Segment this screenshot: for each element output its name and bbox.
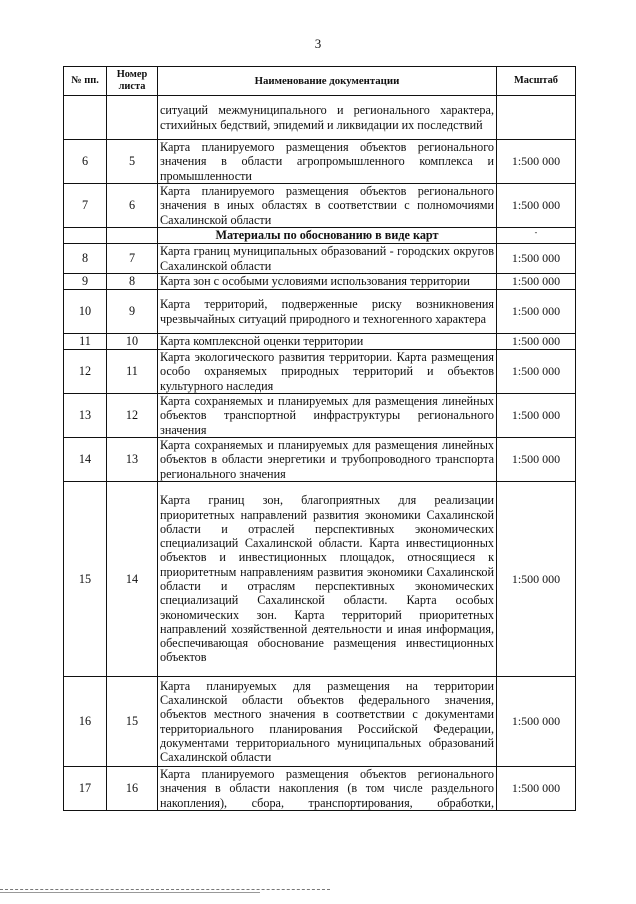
- table-row: [64, 394, 576, 438]
- row-scale: 1:500 000: [497, 350, 576, 394]
- row-sheet: 13: [107, 438, 158, 482]
- row-scale: 1:500 000: [497, 438, 576, 482]
- row-num: 8: [64, 244, 107, 274]
- table-row: [64, 184, 576, 228]
- row-scale: [497, 96, 576, 140]
- row-scale: 1:500 000: [497, 274, 576, 290]
- row-num: 7: [64, 184, 107, 228]
- table-row: [64, 767, 576, 811]
- row-scale: 1:500 000: [497, 334, 576, 350]
- row-name: Карта планируемого размещения объектов регионального значения в области накопления (в том числе раздельного накопления), сбора, транспортирования, обработки,: [158, 767, 497, 811]
- row-num: 13: [64, 394, 107, 438]
- table-row: [64, 244, 576, 274]
- table-row: [64, 438, 576, 482]
- row-sheet: [107, 228, 158, 244]
- row-num: 11: [64, 334, 107, 350]
- section-row: [64, 228, 576, 244]
- row-scale: 1:500 000: [497, 677, 576, 767]
- row-scale: 1:500 000: [497, 244, 576, 274]
- documentation-table: [63, 66, 576, 811]
- table-row: [64, 274, 576, 290]
- page-number: 3: [314, 36, 322, 51]
- row-sheet: 15: [107, 677, 158, 767]
- row-name: Карта планируемого размещения объектов регионального значения в области агропромышленного комплекса и промышленности: [158, 140, 497, 184]
- table-row: [64, 334, 576, 350]
- row-name: Карта комплексной оценки территории: [158, 334, 497, 350]
- row-sheet: 14: [107, 482, 158, 677]
- row-scale: -: [497, 228, 576, 244]
- row-sheet: 8: [107, 274, 158, 290]
- scan-artifact-line: [0, 889, 330, 890]
- row-sheet: 12: [107, 394, 158, 438]
- row-name: Карта сохраняемых и планируемых для размещения линейных объектов транспортной инфраструктуры регионального значения: [158, 394, 497, 438]
- header-sheet: Номер листа: [107, 67, 158, 96]
- table-row: [64, 290, 576, 334]
- row-scale: 1:500 000: [497, 184, 576, 228]
- row-sheet: 9: [107, 290, 158, 334]
- row-num: 14: [64, 438, 107, 482]
- row-num: 17: [64, 767, 107, 811]
- row-scale: 1:500 000: [497, 394, 576, 438]
- row-scale: 1:500 000: [497, 767, 576, 811]
- row-name: Карта сохраняемых и планируемых для размещения линейных объектов в области энергетики и трубопроводного транспорта регионального значения: [158, 438, 497, 482]
- table-row: [64, 140, 576, 184]
- row-sheet: 6: [107, 184, 158, 228]
- header-name: Наименование документации: [158, 67, 497, 96]
- row-num: 16: [64, 677, 107, 767]
- row-sheet: 11: [107, 350, 158, 394]
- row-name: Карта планируемых для размещения на территории Сахалинской области объектов федерального значения, объектов местного значения в соответствии с документами территориального планирования Российской Федерации, документами территориального муниципальных образований Сахалинской области: [158, 677, 497, 767]
- table-row: [64, 482, 576, 677]
- row-sheet: 7: [107, 244, 158, 274]
- row-scale: 1:500 000: [497, 140, 576, 184]
- row-name: ситуаций межмуниципального и регионального характера, стихийных бедствий, эпидемий и ликвидации их последствий: [158, 96, 497, 140]
- row-name: Карта границ зон, благоприятных для реализации приоритетных направлений развития экономики Сахалинской области и отраслей перспективных экономических специализаций Сахалинской области. Карта инвестиционных объектов и инвестиционных площадок, относящиеся к приоритетным направлениям развития экономики Сахалинской области и отраслям перспективных экономических специализаций Сахалинской области. Карта особых экономических зон. Карта территорий приоритетных направлений хозяйственной деятельности и иная информация, обеспечивающая обоснование размещения инвестиционных объектов: [158, 482, 497, 677]
- section-title: Материалы по обоснованию в виде карт: [158, 228, 497, 244]
- row-sheet: 16: [107, 767, 158, 811]
- row-scale: 1:500 000: [497, 290, 576, 334]
- header-num: № пп.: [64, 67, 107, 96]
- table-row: [64, 96, 576, 140]
- row-sheet: 10: [107, 334, 158, 350]
- scan-artifact-line: [0, 892, 260, 893]
- row-num: 6: [64, 140, 107, 184]
- table-row: [64, 350, 576, 394]
- row-sheet: 5: [107, 140, 158, 184]
- row-name: Карта зон с особыми условиями использования территории: [158, 274, 497, 290]
- row-name: Карта планируемого размещения объектов регионального значения в иных областях в соответствии с полномочиями Сахалинской области: [158, 184, 497, 228]
- header-scale: Масштаб: [497, 67, 576, 96]
- row-name: Карта границ муниципальных образований - городских округов Сахалинской области: [158, 244, 497, 274]
- row-num: 15: [64, 482, 107, 677]
- row-num: [64, 96, 107, 140]
- row-name: Карта экологического развития территории. Карта размещения особо охраняемых природных территорий и объектов культурного наследия: [158, 350, 497, 394]
- row-num: [64, 228, 107, 244]
- table-row: [64, 677, 576, 767]
- table-header-row: [64, 67, 576, 96]
- row-num: 12: [64, 350, 107, 394]
- row-sheet: [107, 96, 158, 140]
- row-num: 9: [64, 274, 107, 290]
- row-scale: 1:500 000: [497, 482, 576, 677]
- row-name: Карта территорий, подверженные риску возникновения чрезвычайных ситуаций природного и техногенного характера: [158, 290, 497, 334]
- row-num: 10: [64, 290, 107, 334]
